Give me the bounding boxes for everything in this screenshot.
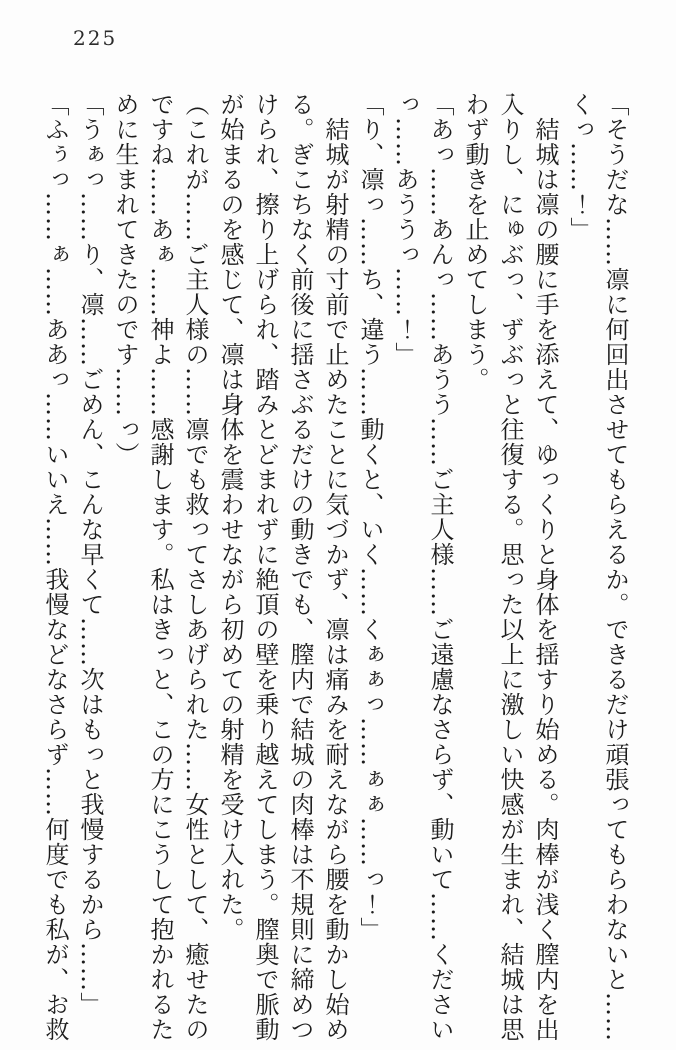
text-line: 「うぁっ……り、凛……ごめん、こんな早くて……次はもっと我慢するから……」 [76,92,104,1017]
page-number: 225 [73,26,118,50]
text-line: る。ぎこちなく前後に揺さぶるだけの動きでも、膣内で結城の肉棒は不規則に締めつ [286,92,314,1042]
text-line: 入りし、にゅぶっ、ずぶっと往復する。思った以上に激しい快感が生まれ、結城は思 [496,92,524,1042]
text-line: （これが……ご主人様の……凛でも救ってさしあげられた……女性として、癒せたの [181,92,209,1042]
text-line: 結城が射精の寸前で止めたことに気づかず、凛は痛みを耐えながら腰を動かし始め [321,117,349,1042]
text-line: くっ……！」 [566,92,594,242]
text-line: わず動きを止めてしまう。 [461,92,489,392]
text-line: が始まるのを感じて、凛は身体を震わせながら初めての射精を受け入れた。 [216,92,244,942]
text-line: めに生まれてきたのです……っ） [111,92,139,467]
text-line: 「そうだな……凛に何回出させてもらえるか。できるだけ頑張ってもらわないと…… [601,92,629,1042]
text-line: 「あっ……あんっ……あうう……ご主人様……ご遠慮なさらず、動いて……ください [426,92,454,1042]
text-line: 結城は凛の腰に手を添えて、ゆっくりと身体を揺すり始める。肉棒が浅く膣内を出 [531,117,559,1042]
text-line: 「り、凛っ……ち、違う……動くと、いく……くぁぁっ……ぁぁ……っ！」 [356,92,384,942]
text-line: 「ふぅっ……ぁ……ああっ……いいえ……我慢などなさらず……何度でも私が、お救 [41,92,69,1042]
text-line: けられ、擦り上げられ、踏みとどまれずに絶頂の壁を乗り越えてしまう。膣奥で脈動 [251,92,279,1042]
vertical-text-block [36,92,632,1044]
text-line: っ……あううっ……！」 [391,92,419,367]
text-line: ですね……あぁ……神よ……感謝します。私はきっと、この方にこうして抱かれるた [146,92,174,1042]
